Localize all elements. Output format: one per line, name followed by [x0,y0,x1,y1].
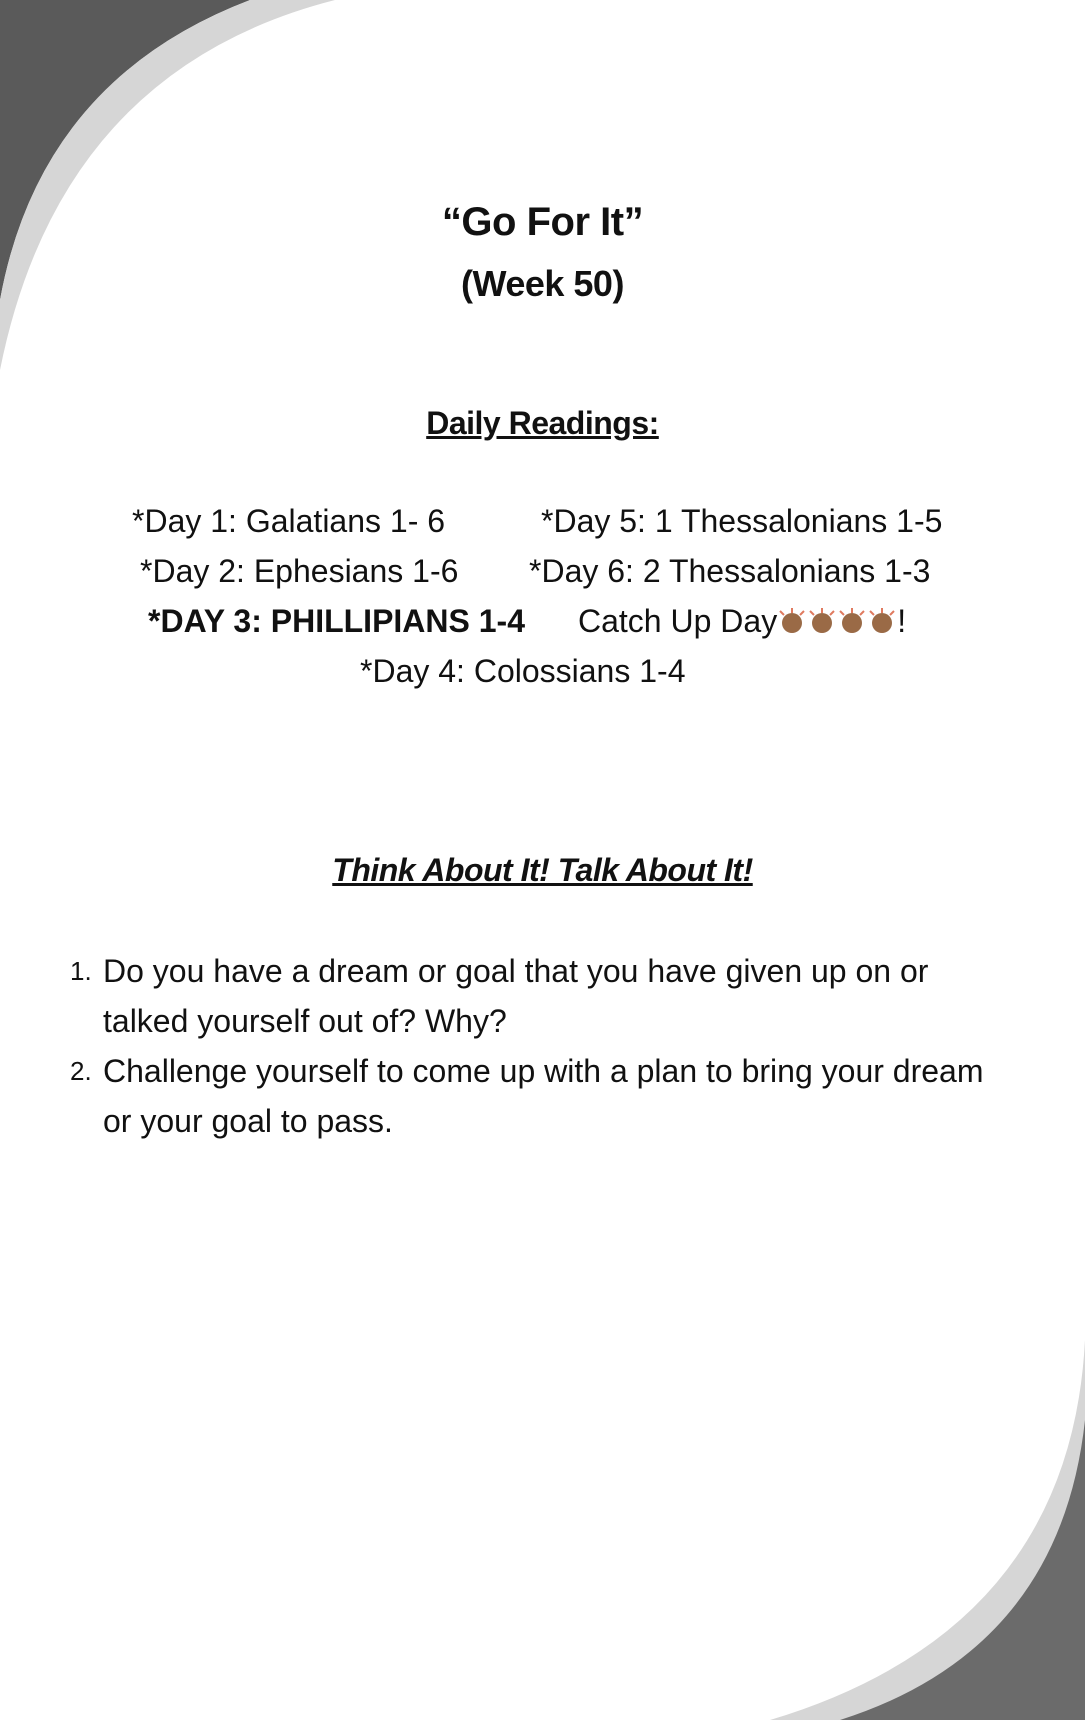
clapping-hands-icon [867,606,897,636]
catch-up-day-label: Catch Up Day [578,603,778,639]
page-title: “Go For It” [441,200,644,244]
question-line: Do you have a dream or goal that you have given up on or [103,953,929,989]
reading-day-5: *Day 5: 1 Thessalonians 1-5 [541,503,943,539]
discussion-questions [70,946,1030,1146]
question-number: 2. [70,1056,92,1086]
reading-day-1: *Day 1: Galatians 1- 6 [132,503,446,539]
reading-day-6: *Day 6: 2 Thessalonians 1-3 [529,553,931,589]
question-item [70,946,1030,1046]
question-line: talked yourself out of? Why? [103,1003,507,1039]
reading-day-2: *Day 2: Ephesians 1-6 [140,553,459,589]
clapping-hands-icon [807,606,837,636]
question-number: 1. [70,956,92,986]
clapping-hands-icon [837,606,867,636]
week-subtitle: (Week 50) [461,263,624,304]
reading-day-3: *DAY 3: PHILLIPIANS 1-4 [148,603,525,639]
discussion-heading: Think About It! Talk About It! [332,852,753,888]
daily-readings-heading: Daily Readings: [426,405,659,441]
question-line: Challenge yourself to come up with a plan to bring your dream [103,1053,984,1089]
catch-up-exclamation: ! [897,603,907,639]
question-line: or your goal to pass. [103,1103,393,1139]
question-item [70,1046,1030,1146]
clapping-hands-icon [777,606,807,636]
reading-day-4: *Day 4: Colossians 1-4 [360,653,686,689]
reading-catch-up-day [578,603,906,640]
